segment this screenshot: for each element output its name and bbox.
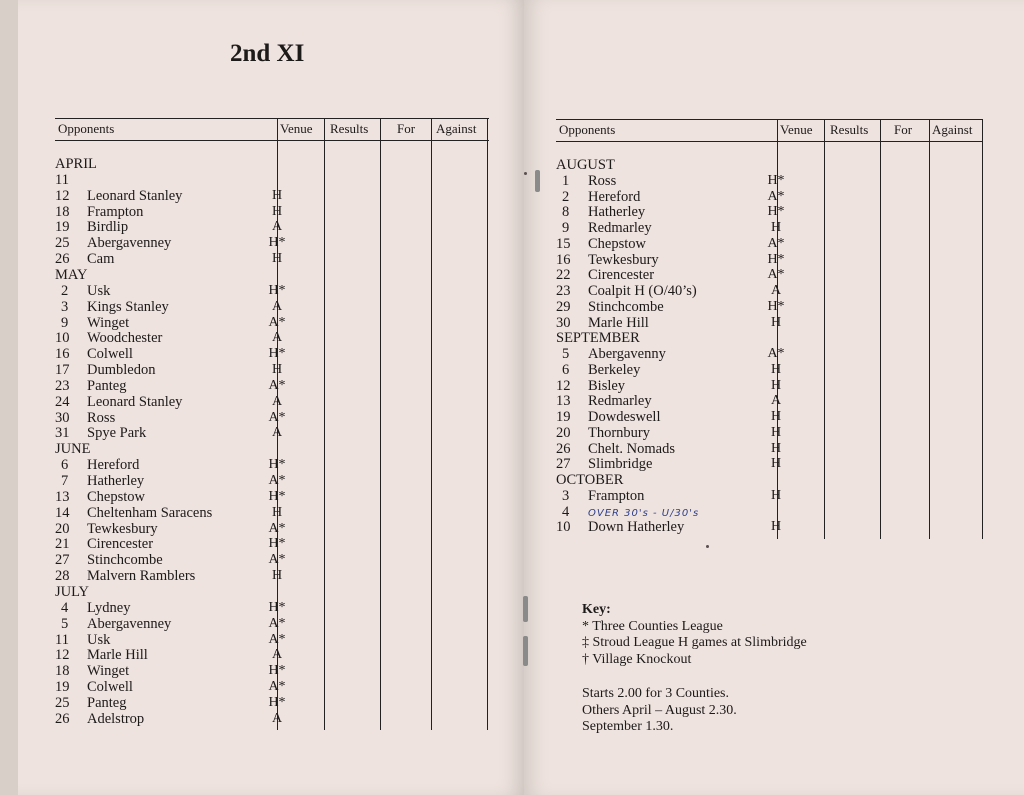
- venue-cell: H*: [767, 172, 785, 188]
- table-row: [55, 425, 283, 442]
- fixture-date: 23: [55, 377, 70, 394]
- table-row: [55, 504, 283, 521]
- column-rule: [880, 119, 881, 539]
- start-time-note: September 1.30.: [582, 719, 674, 734]
- venue-cell: A*: [767, 267, 785, 283]
- opponent-name: Redmarley: [588, 393, 652, 410]
- fixture-date: 4: [61, 599, 69, 616]
- table-row: [556, 409, 782, 425]
- fixture-date: 15: [556, 235, 571, 252]
- header-for: For: [397, 121, 416, 136]
- table-row: [55, 235, 286, 252]
- opponent-name: Berkeley: [588, 361, 641, 378]
- opponent-name: Chepstow: [588, 235, 646, 252]
- venue-cell: H: [271, 203, 283, 219]
- table-row: [55, 473, 286, 489]
- fixture-date: 10: [55, 330, 70, 347]
- table-row: [556, 235, 785, 252]
- fixture-date: 28: [55, 568, 70, 585]
- fixture-date: 5: [562, 346, 570, 362]
- venue-cell: A: [271, 330, 283, 346]
- venue-cell: A: [770, 283, 782, 298]
- month-heading: [556, 157, 615, 173]
- venue-cell: H: [770, 409, 782, 424]
- start-time-note: Starts 2.00 for 3 Counties.: [582, 686, 729, 701]
- fixture-date: 12: [556, 377, 571, 394]
- fixture-date: 3: [61, 298, 69, 315]
- table-row: [556, 283, 782, 299]
- table-row: [55, 377, 286, 394]
- opponent-name: Hatherley: [588, 204, 646, 221]
- header-rule: [55, 140, 489, 141]
- fixture-date: 27: [556, 456, 571, 473]
- table-row: [556, 172, 785, 189]
- opponent-name: Colwell: [87, 346, 133, 363]
- fixture-date: 23: [556, 283, 571, 299]
- month-label: AUGUST: [556, 157, 615, 173]
- opponent-name: Abergavenney: [87, 235, 172, 252]
- table-row: [556, 440, 782, 457]
- table-row: [556, 504, 699, 520]
- opponent-name: Hereford: [588, 188, 641, 205]
- fixture-date: 12: [55, 187, 70, 204]
- month-label: JULY: [55, 583, 89, 600]
- venue-cell: H*: [268, 599, 286, 615]
- fixture-date: 20: [556, 424, 571, 441]
- header-results: Results: [330, 121, 369, 136]
- key-title: Key:: [582, 602, 611, 617]
- table-row: [55, 172, 87, 188]
- table-row: [55, 679, 286, 696]
- table-row: [556, 424, 782, 441]
- fixture-date: 17: [55, 362, 70, 379]
- opponent-name: Frampton: [87, 203, 144, 220]
- month-label: APRIL: [55, 156, 97, 172]
- opponent-name: Malvern Ramblers: [87, 568, 196, 585]
- fixture-date: 11: [55, 631, 69, 648]
- venue-cell: A*: [268, 679, 286, 695]
- venue-cell: H: [770, 456, 782, 472]
- table-row: [55, 457, 286, 474]
- opponent-name: Spye Park: [87, 425, 147, 442]
- fixture-date: 26: [55, 251, 70, 268]
- key-block: [582, 602, 807, 736]
- venue-cell: A*: [268, 615, 286, 631]
- page-title: 2nd XI: [230, 40, 305, 67]
- opponent-name: Dowdeswell: [588, 409, 661, 425]
- month-heading: [55, 156, 97, 172]
- table-row: [55, 647, 283, 664]
- venue-cell: H*: [268, 457, 286, 473]
- fixture-date: 22: [556, 267, 571, 284]
- opponent-name: Redmarley: [588, 220, 652, 236]
- venue-cell: A: [271, 298, 283, 314]
- fixture-date: 26: [55, 710, 70, 727]
- table-row: [556, 251, 785, 268]
- table-row: [556, 188, 785, 205]
- fixtures-table-left: [55, 118, 489, 730]
- venue-cell: H: [770, 377, 782, 393]
- venue-cell: A: [271, 425, 283, 441]
- table-row: [55, 251, 283, 268]
- venue-cell: A*: [767, 346, 785, 361]
- header-against: Against: [932, 122, 973, 137]
- fixture-date: 12: [55, 647, 70, 664]
- opponent-name: Down Hatherley: [588, 519, 685, 536]
- fixture-date: 18: [55, 203, 70, 220]
- month-label: MAY: [55, 266, 88, 283]
- opponent-name: Slimbridge: [588, 456, 653, 473]
- opponent-name: Tewkesbury: [87, 520, 158, 537]
- opponent-name: Dumbledon: [87, 362, 156, 379]
- ink-dot: [706, 545, 709, 548]
- fixture-date: 7: [61, 473, 69, 489]
- month-heading: [556, 472, 623, 488]
- fixture-date: 6: [61, 457, 69, 474]
- table-row: [55, 362, 283, 379]
- opponent-name: Leonard Stanley: [87, 393, 183, 410]
- month-label: JUNE: [55, 441, 91, 458]
- venue-cell: H: [770, 314, 782, 330]
- venue-cell: H: [770, 440, 782, 456]
- opponent-name: Winget: [87, 314, 130, 331]
- venue-cell: H*: [268, 346, 286, 362]
- fixture-date: 1: [562, 172, 570, 189]
- opponent-name: Tewkesbury: [588, 251, 659, 268]
- fixture-date: 11: [55, 171, 69, 188]
- opponent-name: Marle Hill: [87, 647, 148, 664]
- fixture-date: 26: [556, 440, 571, 457]
- opponent-name: Ross: [588, 172, 617, 189]
- table-row: [556, 204, 785, 221]
- table-row: [556, 346, 785, 362]
- fixtures-table-right: [556, 119, 983, 539]
- fixture-date: 9: [61, 314, 69, 331]
- table-row: [55, 330, 283, 347]
- table-row: [556, 220, 782, 236]
- key-item-three-counties: * Three Counties League: [582, 618, 723, 634]
- opponent-name: Birdlip: [87, 219, 129, 236]
- header-venue: Venue: [280, 121, 313, 136]
- venue-cell: H*: [767, 298, 785, 314]
- fixture-date: 30: [55, 409, 70, 426]
- table-row: [55, 219, 283, 236]
- fixture-date: 24: [55, 393, 70, 410]
- venue-cell: H*: [767, 204, 785, 220]
- staple: [535, 170, 540, 192]
- column-rule: [380, 118, 381, 730]
- opponent-name: Colwell: [87, 679, 133, 696]
- table-row: [556, 314, 782, 331]
- month-heading: [556, 330, 640, 346]
- table-top-rule: [55, 118, 489, 119]
- table-row: [55, 346, 286, 363]
- venue-cell: H: [271, 187, 283, 203]
- table-row: [55, 599, 286, 616]
- venue-cell: H*: [767, 251, 785, 267]
- fixture-date: 13: [55, 488, 70, 505]
- month-heading: [55, 441, 90, 457]
- table-row: [55, 694, 286, 711]
- table-row: [556, 361, 782, 378]
- venue-cell: H*: [268, 694, 286, 710]
- venue-cell: H: [271, 504, 283, 520]
- opponent-name: Bisley: [588, 377, 626, 394]
- table-row: [556, 267, 785, 284]
- venue-cell: A*: [268, 520, 286, 536]
- start-time-note: Others April – August 2.30.: [582, 702, 737, 718]
- venue-cell: H*: [268, 536, 286, 552]
- venue-cell: H*: [268, 663, 286, 679]
- venue-cell: A: [770, 393, 782, 409]
- table-row: [55, 314, 286, 331]
- table-row: [55, 663, 286, 680]
- column-rule: [487, 118, 488, 730]
- fixture-date: 19: [556, 409, 571, 425]
- opponent-name: Lydney: [87, 599, 131, 616]
- opponent-name: Woodchester: [87, 330, 163, 347]
- opponent-name: Cheltenham Saracens: [87, 504, 213, 521]
- opponent-name: Chepstow: [87, 488, 145, 505]
- fixture-date: 2: [562, 188, 570, 205]
- column-rule: [431, 118, 432, 730]
- opponent-name: Adelstrop: [87, 710, 145, 727]
- opponent-name: Cirencester: [87, 536, 154, 553]
- venue-cell: H: [271, 568, 283, 584]
- table-top-rule: [556, 119, 983, 120]
- opponent-name: Thornbury: [588, 424, 651, 441]
- opponent-name: Cam: [87, 251, 115, 268]
- header-opponents: Opponents: [58, 121, 115, 136]
- table-row: [55, 298, 283, 315]
- fixture-date: 30: [556, 314, 571, 331]
- month-label: SEPTEMBER: [556, 330, 640, 347]
- key-item-village-knockout: † Village Knockout: [582, 651, 692, 667]
- fixture-date: 31: [55, 425, 70, 442]
- fixture-date: 27: [55, 552, 70, 569]
- month-label: OCTOBER: [556, 472, 624, 488]
- venue-cell: H: [271, 362, 283, 378]
- fixture-date: 10: [556, 519, 571, 536]
- fixture-date: 13: [556, 393, 571, 410]
- month-heading: [55, 267, 88, 283]
- table-row: [55, 488, 286, 505]
- table-row: [556, 456, 782, 473]
- venue-cell: A: [271, 710, 283, 726]
- fixture-date: 16: [55, 346, 70, 363]
- table-row: [55, 282, 286, 299]
- opponent-name: Panteg: [87, 694, 127, 711]
- venue-cell: H: [770, 424, 782, 440]
- opponent-name: Ross: [87, 409, 116, 426]
- fixture-date: 25: [55, 235, 70, 252]
- opponent-name: Leonard Stanley: [87, 187, 183, 204]
- table-row: [55, 187, 283, 204]
- page-edge: [0, 0, 18, 795]
- fixture-date: 6: [562, 361, 570, 378]
- staple: [523, 636, 528, 666]
- opponent-name: Cirencester: [588, 267, 655, 284]
- table-row: [55, 615, 286, 632]
- header-for: For: [894, 122, 913, 137]
- fixture-date: 8: [562, 204, 570, 221]
- table-row: [55, 203, 283, 220]
- opponent-name: Abergavenney: [87, 615, 172, 632]
- fixture-date: 18: [55, 663, 70, 680]
- fixture-date: 21: [55, 536, 70, 553]
- fixture-date: 5: [61, 615, 69, 632]
- column-rule: [324, 118, 325, 730]
- opponent-name: Hereford: [87, 457, 140, 474]
- venue-cell: A*: [767, 235, 785, 251]
- header-venue: Venue: [780, 122, 813, 137]
- opponent-name: Usk: [87, 282, 111, 299]
- handwritten-note: OVER 30's - U/30's: [588, 507, 700, 519]
- table-row: [55, 631, 286, 648]
- venue-cell: A*: [268, 473, 286, 488]
- month-heading: [55, 584, 89, 600]
- opponent-name: Marle Hill: [588, 314, 649, 331]
- venue-cell: A*: [268, 409, 286, 425]
- venue-cell: H: [770, 519, 782, 535]
- venue-cell: A*: [268, 377, 286, 393]
- header-against: Against: [436, 121, 477, 136]
- column-rule: [982, 119, 983, 539]
- fixture-date: 2: [61, 282, 69, 299]
- table-row: [55, 552, 286, 569]
- venue-cell: A: [271, 393, 283, 409]
- opponent-name: Abergavenny: [588, 346, 666, 362]
- venue-cell: A: [271, 219, 283, 235]
- header-opponents: Opponents: [559, 122, 616, 137]
- fixture-date: 29: [556, 298, 571, 315]
- opponent-name: Winget: [87, 663, 130, 680]
- venue-cell: A*: [268, 631, 286, 647]
- venue-cell: H: [770, 220, 782, 235]
- fixture-date: 19: [55, 219, 70, 236]
- opponent-name: Kings Stanley: [87, 298, 169, 315]
- table-row: [55, 409, 286, 426]
- fixture-date: 4: [562, 503, 570, 520]
- header-results: Results: [830, 122, 869, 137]
- table-row: [556, 519, 782, 536]
- table-row: [556, 377, 782, 394]
- table-row: [556, 298, 785, 315]
- fixture-date: 3: [562, 487, 570, 504]
- fixture-date: 20: [55, 520, 70, 537]
- table-row: [556, 393, 782, 410]
- fixture-date: 16: [556, 251, 571, 268]
- table-row: [55, 393, 283, 410]
- fixture-date: 25: [55, 694, 70, 711]
- staple: [523, 596, 528, 622]
- table-row: [55, 568, 283, 585]
- opponent-name: Stinchcombe: [87, 552, 163, 569]
- opponent-name: Stinchcombe: [588, 298, 664, 315]
- opponent-name: Hatherley: [87, 473, 145, 489]
- opponent-name: Usk: [87, 631, 111, 648]
- venue-cell: H: [271, 251, 283, 267]
- venue-cell: H: [770, 487, 782, 503]
- table-row: [55, 536, 286, 553]
- venue-cell: A*: [268, 314, 286, 330]
- key-item-stroud-league: ‡ Stroud League H games at Slimbridge: [582, 635, 807, 650]
- ink-dot: [524, 172, 527, 175]
- opponent-name: Chelt. Nomads: [588, 440, 675, 457]
- venue-cell: H*: [268, 282, 286, 298]
- venue-cell: A: [271, 647, 283, 663]
- fixture-date: 19: [55, 679, 70, 696]
- column-rule: [824, 119, 825, 539]
- fixture-date: 9: [562, 220, 570, 236]
- table-row: [556, 487, 782, 504]
- column-rule: [929, 119, 930, 539]
- opponent-name: Coalpit H (O/40’s): [588, 283, 697, 299]
- fixture-date: 14: [55, 504, 70, 521]
- opponent-name: Frampton: [588, 487, 645, 504]
- venue-cell: A*: [767, 188, 785, 204]
- header-rule: [556, 141, 983, 142]
- venue-cell: A*: [268, 552, 286, 568]
- opponent-name: Panteg: [87, 377, 127, 394]
- venue-cell: H*: [268, 488, 286, 504]
- table-row: [55, 520, 286, 537]
- venue-cell: H*: [268, 235, 286, 251]
- table-row: [55, 710, 283, 727]
- venue-cell: H: [770, 361, 782, 377]
